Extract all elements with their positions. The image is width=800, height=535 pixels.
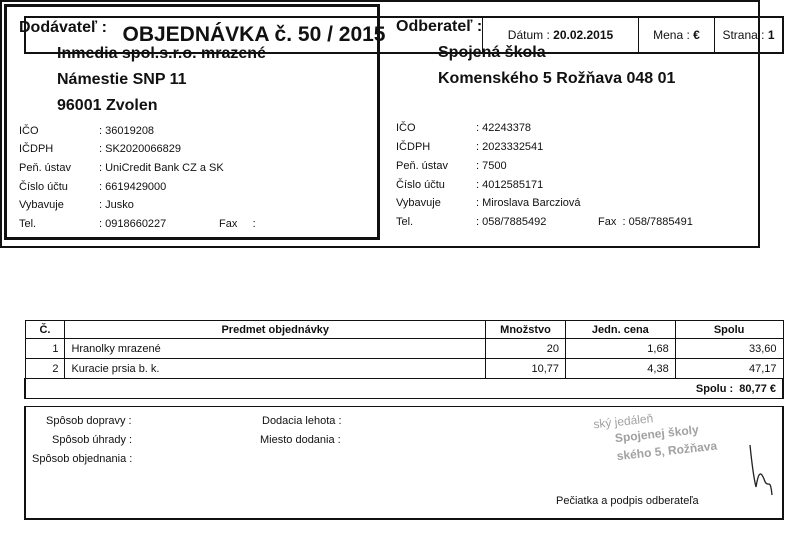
table-header-row	[25, 321, 783, 339]
customer-fax: Fax : 058/7885491	[598, 216, 693, 228]
supplier-city: 96001 Zvolen	[57, 97, 158, 114]
currency-value: €	[693, 28, 700, 42]
transport-label: Spôsob dopravy :	[46, 415, 132, 427]
signature-label: Pečiatka a podpis odberateľa	[556, 495, 699, 507]
delivery-term-label: Dodacia lehota :	[262, 415, 342, 427]
table-row	[25, 339, 783, 359]
row-item: Hranolky mrazené	[65, 339, 486, 359]
customer-name: Spojená škola	[438, 44, 546, 61]
customer-address: Komenského 5 Rožňava 048 01	[438, 70, 676, 87]
date-value: 20.02.2015	[553, 28, 614, 42]
supplier-fax: Fax :	[219, 218, 256, 230]
row-total: 33,60	[675, 339, 783, 359]
row-price: 4,38	[566, 359, 676, 379]
order-title: OBJEDNÁVKA č. 50 / 2015	[122, 23, 386, 46]
row-no: 2	[25, 359, 65, 379]
date-label: Dátum :	[507, 28, 550, 42]
page-value: 1	[767, 28, 775, 42]
supplier-name: Inmedia spol.s.r.o. mrazené	[57, 45, 266, 62]
customer-box: Odberateľ : Spojená škola Komenského 5 Rožňava 048 01 IČO : 42243378 IČDPH : 2023332541 Peň. ústav : 7500 Číslo účtu : 4012585171 Vybavuje : Miroslava Barcziová Tel. : 058/7885492 Fax : 058/7885491	[396, 18, 693, 228]
customer-heading: Odberateľ :	[396, 18, 483, 35]
sum-row	[25, 379, 783, 399]
items-table	[24, 320, 784, 399]
stamp: ský jedáleň Spojenej školy ského 5, Rožňava	[592, 411, 718, 464]
order-footer	[24, 406, 784, 520]
currency-label: Mena :	[653, 28, 690, 42]
supplier-heading: Dodávateľ :	[19, 19, 107, 36]
row-qty: 10,77	[486, 359, 566, 379]
sum-cell	[25, 379, 783, 399]
page-label: Strana :	[722, 28, 765, 42]
payment-label: Spôsob úhrady :	[52, 434, 133, 446]
col-header-price: Jedn. cena	[566, 321, 676, 339]
delivery-place-label: Miesto dodania :	[260, 434, 341, 446]
ordering-label: Spôsob objednania :	[32, 453, 133, 465]
row-qty: 20	[486, 339, 566, 359]
col-header-item: Predmet objednávky	[65, 321, 486, 339]
table-row	[25, 359, 783, 379]
col-header-qty: Množstvo	[486, 321, 566, 339]
col-header-no: Č.	[25, 321, 65, 339]
row-no: 1	[25, 339, 65, 359]
row-total: 47,17	[675, 359, 783, 379]
col-header-total: Spolu	[675, 321, 783, 339]
supplier-box: Dodávateľ : Inmedia spol.s.r.o. mrazené Námestie SNP 11 96001 Zvolen IČO : 36019208 IČDPH : SK2020066829 Peň. ústav : UniCredit Bank CZ a SK Číslo účtu : 6619429000 Vybavuje : Jusko Tel. : 0918660227 Fax :	[4, 4, 380, 240]
sum-value: 80,77 €	[739, 382, 776, 395]
row-price: 1,68	[566, 339, 676, 359]
signature-mark	[742, 435, 782, 505]
supplier-street: Námestie SNP 11	[57, 71, 187, 88]
sum-label: Spolu :	[695, 382, 734, 395]
row-item: Kuracie prsia b. k.	[65, 359, 486, 379]
